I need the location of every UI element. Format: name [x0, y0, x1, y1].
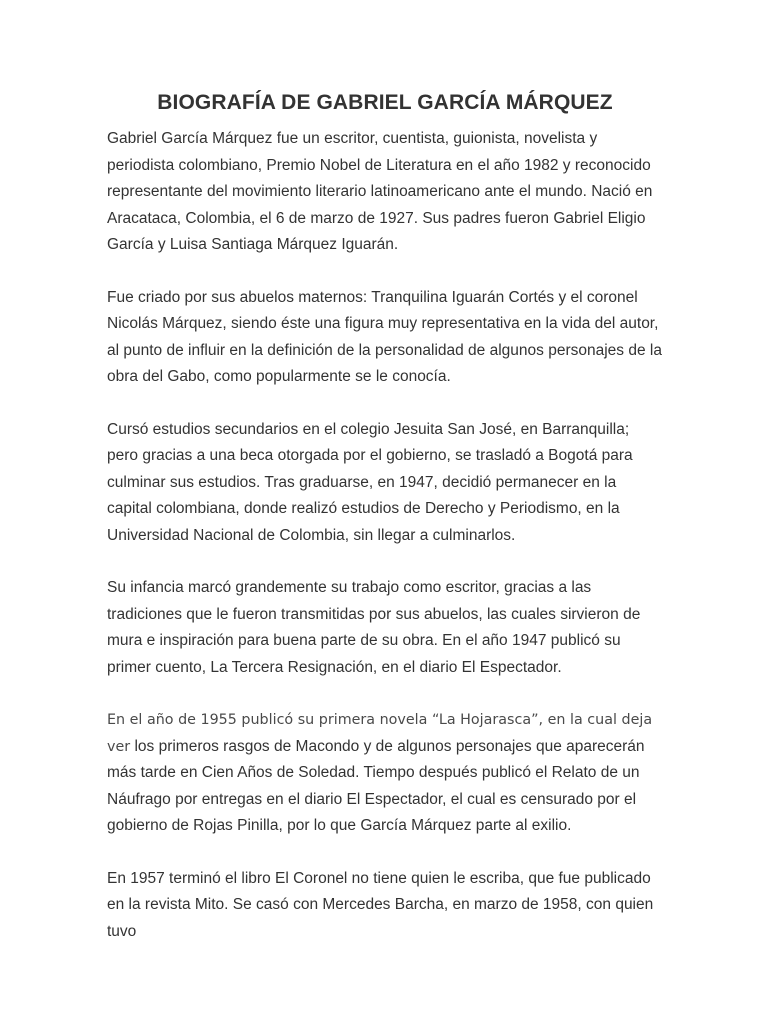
- document-page: [107, 88, 663, 971]
- paragraph-3: Cursó estudios secundarios en el colegio Jesuita San José, en Barranquilla; pero gracias a una beca otorgada por el gobierno, se trasladó a Bogotá para culminar sus estudios. Tras graduarse, en 1947, decidió permanecer en la capital colombiana, donde realizó estudios de Derecho y Periodismo, en la Universidad Nacional de Colombia, sin llegar a culminarlos.: [107, 420, 633, 544]
- paragraph-5: [107, 707, 663, 840]
- paragraph-1: Gabriel García Márquez fue un escritor, cuentista, guionista, novelista y periodista colombiano, Premio Nobel de Literatura en el año 1982 y reconocido representante del movimiento literario latinoamericano ante el mundo. Nació en Aracataca, Colombia, el 6 de marzo de 1927. Sus padres fueron Gabriel Eligio García y Luisa Santiaga Márquez Iguarán.: [107, 130, 653, 253]
- paragraph-5-lead: En el año de 1955 publicó su primera novela “La Hojarasca”, en la cual deja ver: [107, 712, 653, 755]
- paragraph-5-rest: los primeros rasgos de Macondo y de algunos personajes que aparecerán más tarde en Cien Años de Soledad. Tiempo después publicó el Relato de un Náufrago por entregas en el diario El Espectador, el cual es censurado por el gobierno de Rojas Pinilla, por lo que García Márquez parte al exilio.: [107, 737, 645, 834]
- page-title: BIOGRAFÍA DE GABRIEL GARCÍA MÁRQUEZ: [157, 91, 613, 114]
- paragraph-4: Su infancia marcó grandemente su trabajo como escritor, gracias a las tradiciones que le fueron transmitidas por sus abuelos, las cuales sirvieron de mura e inspiración para buena parte de su obra. En el año 1947 publicó su primer cuento, La Tercera Resignación, en el diario El Espectador.: [107, 579, 641, 676]
- paragraph-6: En 1957 terminó el libro El Coronel no tiene quien le escriba, que fue publicado en la revista Mito. Se casó con Mercedes Barcha, en marzo de 1958, con quien tuvo: [107, 869, 654, 940]
- paragraph-2: Fue criado por sus abuelos maternos: Tranquilina Iguarán Cortés y el coronel Nicolás Márquez, siendo éste una figura muy representativa en la vida del autor, al punto de influir en la definición de la personalidad de algunos personajes de la obra del Gabo, como popularmente se le conocía.: [107, 288, 662, 385]
